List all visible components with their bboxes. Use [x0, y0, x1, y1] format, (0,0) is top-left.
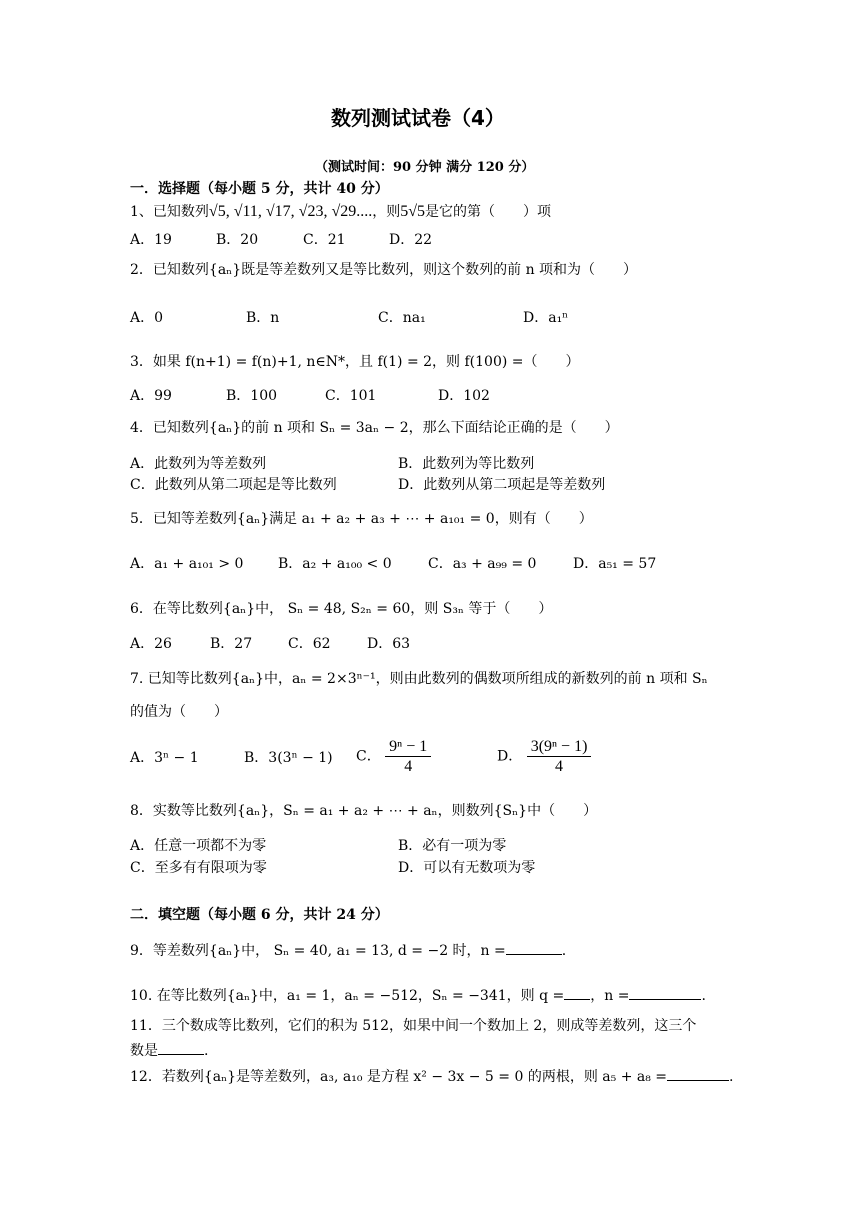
q3-option-b: B．100	[226, 388, 278, 404]
q2-option-d: D．a₁ⁿ	[523, 310, 569, 326]
q7-option-a: A．3ⁿ − 1	[130, 750, 199, 766]
q1-option-b: B．20	[216, 232, 259, 248]
q11-answer-blank[interactable]	[158, 1040, 204, 1055]
q6-option-a: A．26	[130, 636, 172, 652]
page-title: 数列测试试卷（4）	[331, 106, 505, 130]
question-4-stem: 4．已知数列{aₙ}的前 n 项和 Sₙ = 3aₙ − 2，那么下面结论正确的是（ ）	[130, 420, 619, 436]
question-1-stem: 1、已知数列√5, √11, √17, √23, √29....，则5√5是它的第（ ）项	[130, 203, 552, 220]
q2-option-a: A．0	[130, 310, 164, 326]
q12-answer-blank[interactable]	[667, 1066, 729, 1081]
question-10-stem: 10. 在等比数列{aₙ}中，a₁ = 1，aₙ = −512，Sₙ = −341，则 q = ，n = .	[130, 985, 706, 1005]
section1-title: 一．选择题（每小题 5 分，共计 40 分）	[130, 181, 389, 197]
q10-q-blank[interactable]	[564, 985, 590, 1000]
q1-option-d: D．22	[389, 232, 433, 248]
question-3-stem: 3．如果 f(n+1) = f(n)+1, n∈N*，且 f(1) = 2，则 f(100) =（ ）	[130, 354, 580, 370]
q4-option-c: C．此数列从第二项起是等比数列	[130, 477, 337, 493]
q7-option-b: B．3(3ⁿ − 1)	[244, 750, 333, 766]
q7-option-c: C． $\frac{\text{9ⁿ − 1}}{4}$	[356, 737, 431, 776]
q5-option-a: A．a₁ + a₁₀₁ > 0	[130, 556, 244, 572]
q2-option-c: C．na₁	[378, 310, 426, 326]
question-11-stem-cont: 数是 .	[130, 1040, 208, 1060]
q6-option-d: D．63	[367, 636, 411, 652]
q9-answer-blank[interactable]	[506, 940, 562, 955]
q5-option-d: D．a₅₁ = 57	[573, 556, 657, 572]
q7-option-d: D． $\frac{\text{3(9ⁿ − 1)}}{4}$	[497, 737, 591, 776]
question-5-stem: 5．已知等差数列{aₙ}满足 a₁ + a₂ + a₃ + ⋯ + a₁₀₁ = 0，则有（ ）	[130, 511, 593, 527]
question-7-stem-cont: 的值为（ ）	[130, 704, 228, 720]
q8-option-c: C．至多有有限项为零	[130, 860, 267, 876]
q4-option-b: B．此数列为等比数列	[398, 456, 535, 472]
q10-n-blank[interactable]	[629, 985, 701, 1000]
q3-option-c: C．101	[325, 388, 377, 404]
question-8-stem: 8．实数等比数列{aₙ}，Sₙ = a₁ + a₂ + ⋯ + aₙ，则数列{Sₙ}中（ ）	[130, 803, 598, 819]
q8-option-a: A．任意一项都不为零	[130, 838, 267, 854]
q4-option-d: D．此数列从第二项起是等差数列	[398, 477, 606, 493]
q4-option-a: A．此数列为等差数列	[130, 456, 267, 472]
q6-option-b: B．27	[210, 636, 253, 652]
q3-option-a: A．99	[130, 388, 172, 404]
question-7-stem: 7. 已知等比数列{aₙ}中，aₙ = 2×3ⁿ⁻¹，则由此数列的偶数项所组成的新数列的前 n 项和 Sₙ	[130, 671, 708, 687]
question-2-stem: 2．已知数列{aₙ}既是等差数列又是等比数列，则这个数列的前 n 项和为（ ）	[130, 262, 638, 278]
q1-option-a: A．19	[130, 232, 172, 248]
question-9-stem: 9．等差数列{aₙ}中， Sₙ = 40, a₁ = 13, d = −2 时，n = .	[130, 940, 566, 960]
q8-option-d: D．可以有无数项为零	[398, 860, 536, 876]
q2-option-b: B．n	[246, 310, 280, 326]
q6-option-c: C．62	[288, 636, 331, 652]
question-11-stem: 11．三个数成等比数列，它们的积为 512，如果中间一个数加上 2，则成等差数列，这三个	[130, 1018, 697, 1034]
q1-option-c: C．21	[303, 232, 346, 248]
question-12-stem: 12．若数列{aₙ}是等差数列，a₃, a₁₀ 是方程 x² − 3x − 5 = 0 的两根，则 a₅ + a₈ = .	[130, 1066, 733, 1086]
q8-option-b: B．必有一项为零	[398, 838, 507, 854]
test-info: （测试时间：90 分钟 满分 120 分）	[315, 160, 535, 175]
q5-option-b: B．a₂ + a₁₀₀ < 0	[278, 556, 392, 572]
section2-title: 二．填空题（每小题 6 分，共计 24 分）	[130, 907, 389, 923]
q3-option-d: D．102	[438, 388, 490, 404]
question-6-stem: 6．在等比数列{aₙ}中， Sₙ = 48, S₂ₙ = 60，则 S₃ₙ 等于（ ）	[130, 601, 553, 617]
q5-option-c: C．a₃ + a₉₉ = 0	[428, 556, 537, 572]
